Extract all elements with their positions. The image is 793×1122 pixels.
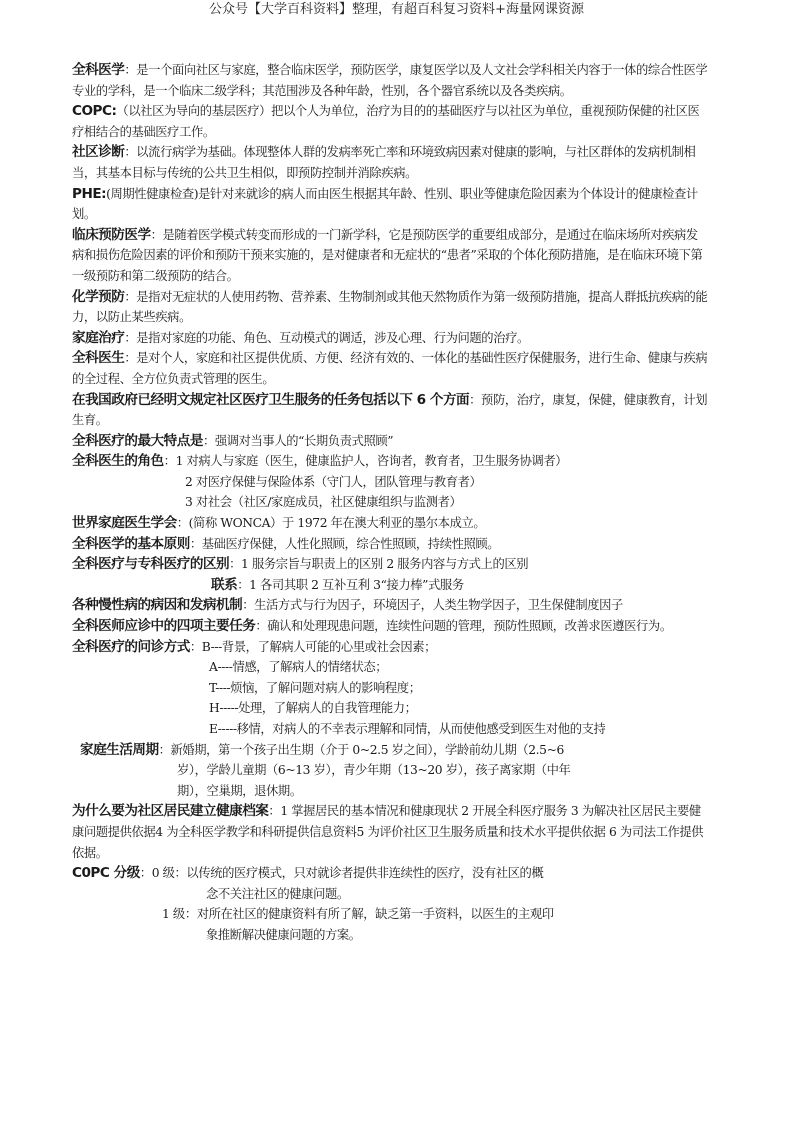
role-line-2: 2 对医疗保健与保险体系（守门人，团队管理与教育者） bbox=[185, 474, 482, 489]
entry-chemoprevention: 化学预防：是指对无症状的人使用药物、营养素、生物制剂或其他天然物质作为第一级预防措施，提高人群抵抗疾病的能力，以防止某些疾病。 bbox=[72, 288, 708, 325]
entry-family-life-cycle: 家庭生活周期：新婚期，第一个孩子出生期（介于 0~2.5 岁之间），学龄前幼儿期（2.5~6 bbox=[80, 741, 564, 758]
entry-text: 生活方式与行为因子，环境因子，人类生物学因子，卫生保健制度因子 bbox=[254, 598, 623, 613]
entry-four-tasks: 全科医师应诊中的四项主要任务：确认和处理现患问题，连续性问题的管理，预防性照顾，改善求医遵医行为。 bbox=[72, 618, 672, 635]
entry-term: 全科医学 bbox=[72, 62, 125, 78]
copc-level-1: 1 级：对所在社区的健康资料有所了解，缺乏第一手资料，以医生的主观印 bbox=[162, 907, 554, 922]
entry-text: （以社区为导向的基层医疗）把以个人为单位，治疗为目的的基础医疗与以社区为单位，重视预防保健的社区医疗相结合的基础医疗工作。 bbox=[72, 104, 700, 139]
family-line: 新婚期，第一个孩子出生期（介于 0~2.5 岁之间），学龄前幼儿期（2.5~6 bbox=[170, 742, 564, 757]
entry-term: 全科医疗与专科医疗的区别 bbox=[72, 556, 230, 573]
entry-term: 在我国政府已经明文规定社区医疗卫生服务的任务包括以下 6 个方面 bbox=[72, 391, 470, 408]
entry-term: 家庭生活周期 bbox=[80, 741, 159, 758]
entry-text: 是对个人，家庭和社区提供优质、方便、经济有效的、一体化的基础性医疗保健服务，进行生命、健康与疾病的全过程、全方位负责式管理的医生。 bbox=[72, 351, 708, 386]
copc-level-0-cont: 念不关注社区的健康问题。 bbox=[206, 886, 349, 901]
entry-phe bbox=[72, 184, 708, 225]
entry-text: 1 各司其职 2 互补互利 3“接力棒”式服务 bbox=[249, 577, 464, 592]
entry-term: 全科医生 bbox=[72, 350, 125, 367]
entry-term: 全科医生的角色 bbox=[72, 453, 164, 470]
family-line-2: 岁），学龄儿童期（6~13 岁），青少年期（13~20 岁），孩子离家期（中年 bbox=[177, 763, 571, 778]
entry-text: 是随着医学模式转变而形成的一门新学科，它是预防医学的重要组成部分，是通过在临床场所对疾病发病和损伤危险因素的评价和预防干预来实施的，是对健康者和无症状的“患者”采取的个体化预防措施，是在临床环境下第一级预防和第二级预防的结合。 bbox=[72, 227, 703, 283]
entry-roles: 全科医生的角色：1 对病人与家庭（医生，健康监护人，咨询者，教育者，卫生服务协调者） bbox=[72, 453, 568, 470]
entry-consultation: 全科医疗的问诊方式：B---背景，了解病人可能的心里或社会因素； bbox=[72, 638, 437, 655]
entry-general-medicine: 全科医学：是一个面向社区与家庭，整合临床医学，预防医学，康复医学以及人文社会学科相关内容于一体的综合性医学专业的学科，是一个临床二级学科；其范围涉及各种年龄，性别，各个器官系统以及各类疾病。 bbox=[72, 62, 708, 98]
entry-term: 全科医学的基本原则 bbox=[72, 535, 190, 552]
entry-text: 基础医疗保健，人性化照顾，综合性照顾，持续性照顾。 bbox=[201, 536, 500, 551]
entry-term: COPC: bbox=[72, 103, 117, 120]
entry-text: (简称 WONCA）于 1972 年在澳大利亚的墨尔本成立。 bbox=[188, 516, 486, 531]
role-line-3: 3 对社会（社区/家庭成员，社区健康组织与监测者） bbox=[185, 495, 462, 510]
entry-text: 以流行病学为基础。体现整体人群的发病率死亡率和环境致病因素对健康的影响，与社区群体的发病机制相当，其基本目标与传统的公共卫生相似，即预防控制并消除疾病。 bbox=[72, 145, 696, 180]
entry-term: 全科医疗的最大特点是 bbox=[72, 432, 203, 449]
family-line-3: 期），空巢期，退休期。 bbox=[177, 783, 302, 798]
entry-term: 为什么要为社区居民建立健康档案 bbox=[72, 803, 269, 820]
entry-copc-levels: C0PC 分级：0 级：以传统的医疗模式，只对就诊者提供非连续性的医疗，没有社区的概 bbox=[72, 865, 544, 882]
entry-term: 家庭治疗 bbox=[72, 329, 125, 346]
consult-line-a: A----情感，了解病人的情绪状态； bbox=[209, 660, 388, 675]
entry-connection: 联系：1 各司其职 2 互补互利 3“接力棒”式服务 bbox=[211, 576, 464, 593]
entry-text: (周期性健康检查)是针对来就诊的病人而由医生根据其年龄、性别、职业等健康危险因素为个体设计的健康检查计划。 bbox=[72, 186, 698, 222]
consult-line: B---背景，了解病人可能的心里或社会因素； bbox=[201, 639, 437, 654]
entry-text: 预防，治疗，康复，保健，健康教育，计划生育。 bbox=[72, 392, 708, 428]
entry-general-practitioner: 全科医生：是对个人，家庭和社区提供优质、方便、经济有效的、一体化的基础性医疗保健服务，进行生命、健康与疾病的全过程、全方位负责式管理的医生。 bbox=[72, 350, 708, 386]
consult-line-e: E-----移情，对病人的不幸表示理解和同情，从而使他感受到医生对他的支持 bbox=[209, 722, 606, 736]
role-line: 1 对病人与家庭（医生，健康监护人，咨询者，教育者，卫生服务协调者） bbox=[175, 454, 568, 469]
consult-line-t: T----烦恼，了解问题对病人的影响程度； bbox=[209, 680, 421, 695]
entry-term: C0PC 分级 bbox=[72, 865, 140, 882]
entry-text: 强调对当事人的“长期负责式照顾” bbox=[214, 433, 394, 448]
entry-main-feature: 全科医疗的最大特点是：强调对当事人的“长期负责式照顾” bbox=[72, 432, 394, 449]
document-body bbox=[72, 60, 708, 946]
entry-text: 1 服务宗旨与职责上的区别 2 服务内容与方式上的区别 bbox=[241, 557, 529, 572]
entry-family-therapy: 家庭治疗：是指对家庭的功能、角色、互动模式的调适，涉及心理、行为问题的治疗。 bbox=[72, 329, 529, 346]
entry-term: 各种慢性病的病因和发病机制 bbox=[72, 597, 243, 614]
copc-level-1-cont: 象推断解决健康问题的方案。 bbox=[206, 927, 361, 942]
entry-community-diagnosis: 社区诊断：以流行病学为基础。体现整体人群的发病率死亡率和环境致病因素对健康的影响，与社区群体的发病机制相当，其基本目标与传统的公共卫生相似，即预防控制并消除疾病。 bbox=[72, 144, 696, 180]
entry-difference: 全科医疗与专科医疗的区别：1 服务宗旨与职责上的区别 2 服务内容与方式上的区别 bbox=[72, 556, 529, 573]
entry-term: 社区诊断 bbox=[72, 144, 125, 161]
entry-term: 全科医师应诊中的四项主要任务 bbox=[72, 618, 256, 635]
entry-community-tasks: 在我国政府已经明文规定社区医疗卫生服务的任务包括以下 6 个方面：预防，治疗，康复，保健，健康教育，计划生育。 bbox=[72, 391, 708, 428]
entry-copc bbox=[72, 101, 708, 142]
copc-level-0: 0 级：以传统的医疗模式，只对就诊者提供非连续性的医疗，没有社区的概 bbox=[151, 866, 544, 881]
entry-text: 是指对无症状的人使用药物、营养素、生物制剂或其他天然物质作为第一级预防措施，提高人群抵抗疾病的能力，以防止某些疾病。 bbox=[72, 289, 708, 325]
entry-wonca: 世界家庭医生学会：(简称 WONCA）于 1972 年在澳大利亚的墨尔本成立。 bbox=[72, 515, 486, 532]
entry-term: 全科医疗的问诊方式 bbox=[72, 638, 190, 655]
consult-line-h: H-----处理，了解病人的自我管理能力； bbox=[209, 701, 417, 716]
entry-text: 是指对家庭的功能、角色、互动模式的调适，涉及心理、行为问题的治疗。 bbox=[136, 330, 529, 345]
entry-term: 联系 bbox=[211, 576, 238, 593]
page-header: 公众号【大学百科资料】整理，有超百科复习资料+海量网课资源 bbox=[209, 2, 584, 17]
entry-text: 是一个面向社区与家庭，整合临床医学，预防医学，康复医学以及人文社会学科相关内容于一体的综合性医学专业的学科，是一个临床二级学科；其范围涉及各种年龄，性别，各个器官系统以及各类疾病。 bbox=[72, 63, 708, 98]
entry-text: 确认和处理现患问题，连续性问题的管理，预防性照顾，改善求医遵医行为。 bbox=[267, 619, 672, 634]
entry-basic-principles: 全科医学的基本原则：基础医疗保健，人性化照顾，综合性照顾，持续性照顾。 bbox=[72, 535, 500, 552]
entry-clinical-preventive-medicine: 临床预防医学：是随着医学模式转变而形成的一门新学科，它是预防医学的重要组成部分，是通过在临床场所对疾病发病和损伤危险因素的评价和预防干预来实施的，是对健康者和无症状的“患者”采取的个体化预防措施，是在临床环境下第一级预防和第二级预防的结合。 bbox=[72, 226, 703, 283]
entry-term: 化学预防 bbox=[72, 288, 125, 305]
entry-health-records: 为什么要为社区居民建立健康档案：1 掌握居民的基本情况和健康现状 2 开展全科医疗服务 3 为解决社区居民主要健康问题提供依据4 为全科医学教学和科研提供信息资料5 为评价社区卫生服务质量和技术水平提供依据 6 为司法工作提供依据。 bbox=[72, 803, 704, 860]
entry-term: 临床预防医学 bbox=[72, 226, 151, 243]
entry-chronic-disease: 各种慢性病的病因和发病机制：生活方式与行为因子，环境因子，人类生物学因子，卫生保健制度因子 bbox=[72, 597, 623, 614]
entry-term: 世界家庭医生学会 bbox=[72, 515, 177, 532]
entry-term: PHE: bbox=[72, 185, 107, 202]
entry-text: 1 掌握居民的基本情况和健康现状 2 开展全科医疗服务 3 为解决社区居民主要健康问题提供依据4 为全科医学教学和科研提供信息资料5 为评价社区卫生服务质量和技术水平提供依据 6 为司法工作提供依据。 bbox=[72, 804, 704, 860]
